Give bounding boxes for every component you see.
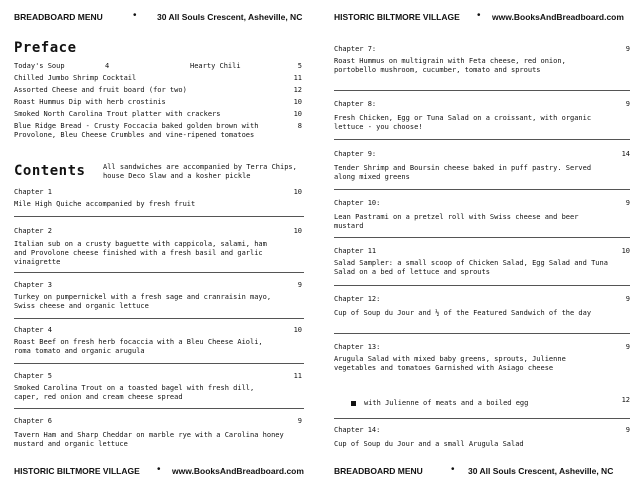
chapter-price: 9: [297, 281, 302, 289]
divider: [334, 139, 630, 140]
chapter-price: 9: [625, 426, 630, 434]
chapter-description: Roast Beef on fresh herb focaccia with a Bleu Cheese Aioli, roma tomato and organic arugula: [14, 338, 263, 355]
divider: [14, 318, 304, 319]
divider: [14, 408, 304, 409]
chapter-description: Cup of Soup du Jour and a small Arugula Salad: [334, 440, 524, 448]
chapter-title: Chapter 7:: [334, 45, 377, 53]
website: www.BooksAndBreadboard.com: [492, 12, 624, 22]
menu-item-price: 8: [297, 122, 302, 130]
village-name: HISTORIC BILTMORE VILLAGE: [14, 466, 140, 476]
menu-item-name: Chilled Jumbo Shrimp Cocktail: [14, 74, 137, 82]
footer-bullet: •: [157, 464, 161, 475]
chapter-price: 9: [297, 417, 302, 425]
menu-item-name: Today's Soup: [14, 62, 65, 70]
chapter-title: Chapter 11: [334, 247, 377, 255]
header-bullet: •: [477, 10, 481, 21]
chapter-price: 9: [625, 100, 630, 108]
right-header: [320, 8, 640, 26]
chapter-price: 14: [621, 150, 630, 158]
chapter-description: Tender Shrimp and Boursin cheese baked in puff pastry. Served along mixed greens: [334, 164, 592, 181]
website: www.BooksAndBreadboard.com: [172, 466, 304, 476]
chapter-description: Turkey on pumpernickel with a fresh sage and cranraisin mayo, Swiss cheese and organic lettuce: [14, 293, 272, 310]
preface-heading: Preface: [14, 40, 77, 56]
divider: [334, 237, 630, 238]
divider: [334, 285, 630, 286]
chapter-description: Roast Hummus on multigrain with Feta cheese, red onion, portobello mushroom, cucumber, tomato and sprouts: [334, 57, 566, 74]
right-page: [320, 0, 640, 492]
chapter-description: Arugula Salad with mixed baby greens, sprouts, Julienne vegetables and tomatoes Garnished with Asiago cheese: [334, 355, 566, 372]
chapter-title: Chapter 5: [14, 372, 52, 380]
header-bullet: •: [133, 10, 137, 21]
chapter-price: 9: [625, 45, 630, 53]
chapter-description: Tavern Ham and Sharp Cheddar on marble rye with a Carolina honey mustard and organic lettuce: [14, 431, 284, 448]
menu-item-name: Hearty Chili: [190, 62, 241, 70]
address: 30 All Souls Crescent, Asheville, NC: [157, 12, 303, 22]
menu-item-price: 10: [293, 98, 302, 106]
chapter-title: Chapter 14:: [334, 426, 381, 434]
chapter-title: Chapter 4: [14, 326, 52, 334]
footer-bullet: •: [451, 464, 455, 475]
chapter-title: Chapter 13:: [334, 343, 381, 351]
chapter-title: Chapter 6: [14, 417, 52, 425]
chapter-description: Mile High Quiche accompanied by fresh fruit: [14, 200, 196, 208]
divider: [334, 418, 630, 419]
chapter-price: 10: [293, 188, 302, 196]
chapter-title: Chapter 2: [14, 227, 52, 235]
address: 30 All Souls Crescent, Asheville, NC: [468, 466, 614, 476]
chapter-description: Salad Sampler: a small scoop of Chicken Salad, Egg Salad and Tuna Salad on a bed of lettuce and sprouts: [334, 259, 608, 276]
divider: [14, 363, 304, 364]
menu-item-name: Roast Hummus Dip with herb crostinis: [14, 98, 166, 106]
menu-item-price: 10: [293, 110, 302, 118]
menu-title: BREADBOARD MENU: [14, 12, 103, 22]
divider: [334, 90, 630, 91]
divider: [14, 272, 304, 273]
chapter-description: Smoked Carolina Trout on a toasted bagel with fresh dill, caper, red onion and cream cheese spread: [14, 384, 255, 401]
menu-item-price: 11: [293, 74, 302, 82]
chapter-title: Chapter 8:: [334, 100, 377, 108]
divider: [14, 216, 304, 217]
left-header: [0, 8, 320, 26]
chapter-description: Lean Pastrami on a pretzel roll with Swiss cheese and beer mustard: [334, 213, 579, 230]
menu-item-name: Assorted Cheese and fruit board (for two): [14, 86, 187, 94]
right-footer: [320, 462, 640, 480]
chapter-title: Chapter 12:: [334, 295, 381, 303]
chapter-title: Chapter 10:: [334, 199, 381, 207]
contents-heading: Contents: [14, 163, 86, 179]
chapter-title: Chapter 3: [14, 281, 52, 289]
chapter-description: Italian sub on a crusty baguette with cappicola, salami, ham and Provolone cheese finished with a fresh basil and garlic vinaigrette: [14, 240, 267, 266]
chapter-description: Cup of Soup du Jour and ½ of the Featured Sandwich of the day: [334, 309, 592, 317]
menu-item-price: 12: [293, 86, 302, 94]
menu-item-price: 5: [297, 62, 302, 70]
village-name: HISTORIC BILTMORE VILLAGE: [334, 12, 460, 22]
chapter-title: Chapter 9:: [334, 150, 377, 158]
divider: [334, 189, 630, 190]
chapter-price: 9: [625, 199, 630, 207]
addon-price: 12: [621, 396, 630, 404]
chapter-price: 11: [293, 372, 302, 380]
sandwich-note: All sandwiches are accompanied by Terra Chips, house Deco Slaw and a kosher pickle: [103, 163, 297, 180]
chapter-price: 9: [625, 343, 630, 351]
chapter-price: 10: [293, 326, 302, 334]
chapter-price: 10: [621, 247, 630, 255]
menu-title: BREADBOARD MENU: [334, 466, 423, 476]
addon-text: with Julienne of meats and a boiled egg: [364, 399, 529, 407]
menu-item-price: 4: [105, 62, 110, 70]
divider: [334, 333, 630, 334]
chapter-price: 9: [625, 295, 630, 303]
chapter-description: Fresh Chicken, Egg or Tuna Salad on a croissant, with organic lettuce - you choose!: [334, 114, 592, 131]
menu-item-name: Smoked North Carolina Trout platter with crackers: [14, 110, 221, 118]
chapter-price: 10: [293, 227, 302, 235]
bullet-icon: [351, 401, 356, 406]
chapter-title: Chapter 1: [14, 188, 52, 196]
left-footer: [0, 462, 320, 480]
menu-item-name: Blue Ridge Bread - Crusty Foccacia baked golden brown with Provolone, Bleu Cheese Crumbles and vine-ripened tomatoes: [14, 122, 259, 139]
